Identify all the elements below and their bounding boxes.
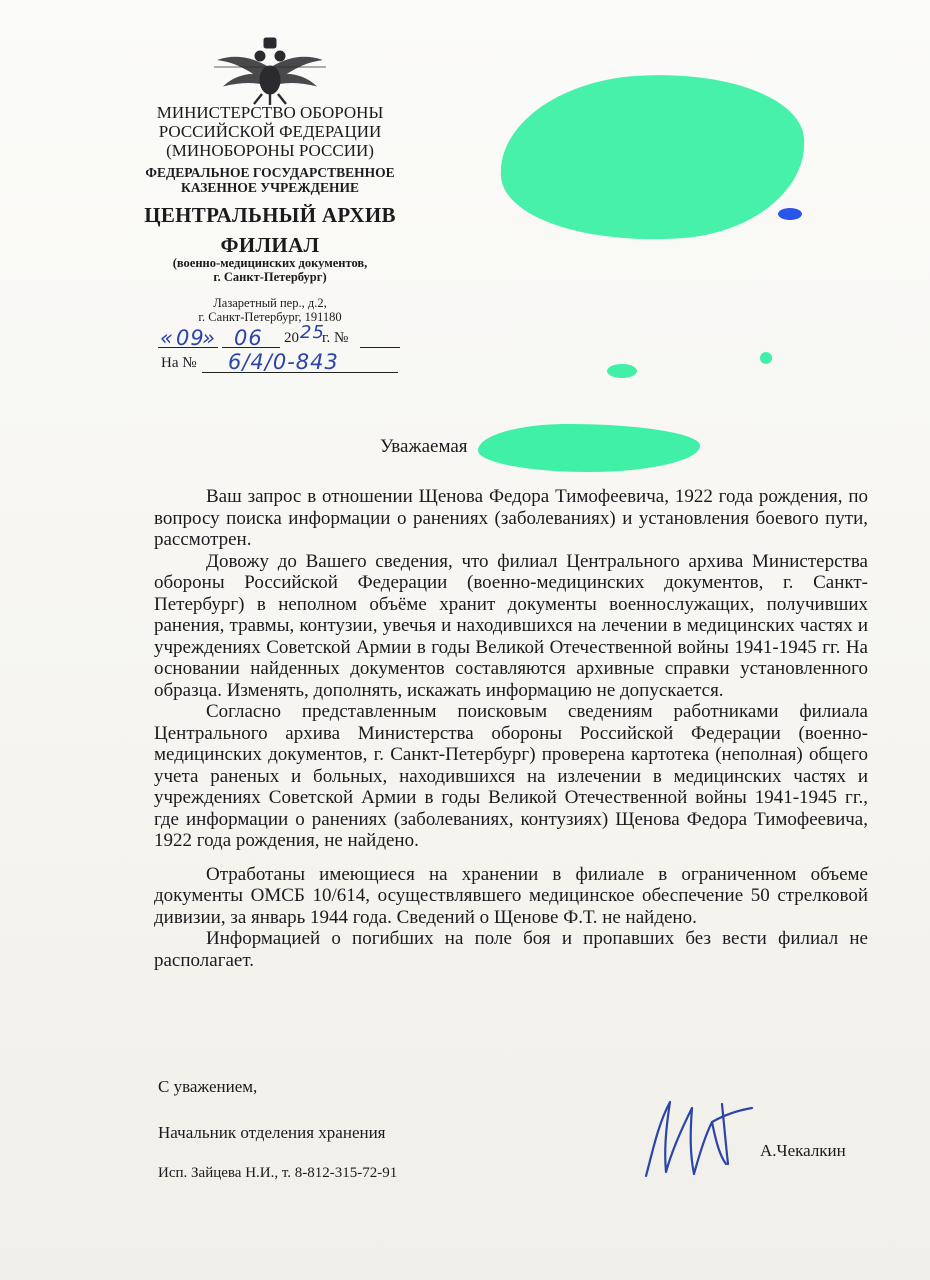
ministry-line: РОССИЙСКОЙ ФЕДЕРАЦИИ xyxy=(158,122,382,142)
date-close-quote: » xyxy=(202,326,216,350)
archive-address xyxy=(120,296,420,324)
ministry-name xyxy=(120,103,420,160)
date-number-underline xyxy=(360,347,400,348)
reference-row xyxy=(158,350,403,376)
double-headed-eagle-emblem xyxy=(214,34,326,106)
date-open-quote: « xyxy=(160,326,174,350)
body-paragraph: Согласно представленным поисковым сведениям работниками филиала Центрального архива Министерства обороны Российской Федерации (военно-медицинских документов, г. Санкт-Петербург) проверена картотека (неполная) общего учета раненых и больных, находившихся на излечении в медицинских частях и учреждениях Советской Армии в годы Великой Отечественной войны 1941-1945 гг., где информации о ранениях (заболеваниях, контузиях) Щенова Федора Тимофеевича, 1922 года рождения, не найдено. xyxy=(154,701,868,851)
redaction-mark xyxy=(495,65,811,251)
subtitle-line: г. Санкт-Петербург) xyxy=(213,270,327,284)
ministry-line: МИНИСТЕРСТВО ОБОРОНЫ xyxy=(156,103,384,122)
archive-line: ЦЕНТРАЛЬНЫЙ АРХИВ xyxy=(144,203,396,227)
date-month-underline xyxy=(222,347,280,348)
signer-name: А.Чекалкин xyxy=(760,1141,846,1160)
archive-name xyxy=(120,200,420,261)
date-day: 09 xyxy=(176,326,205,350)
date-year-prefix: 20 xyxy=(284,330,299,346)
redaction-mark xyxy=(478,424,700,472)
redaction-mark xyxy=(778,208,802,220)
body-paragraph: Ваш запрос в отношении Щенова Федора Тимофеевича, 1922 года рождения, по вопросу поиска информации о ранениях (заболеваниях) и установления боевого пути, рассмотрен. xyxy=(154,486,868,550)
archive-line: ФИЛИАЛ xyxy=(220,233,320,258)
signer-title: Начальник отделения хранения xyxy=(158,1123,386,1142)
institution-line: ФЕДЕРАЛЬНОЕ ГОСУДАРСТВЕННОЕ xyxy=(145,165,395,180)
date-month: 06 xyxy=(234,326,263,350)
date-number-label: г. № xyxy=(322,330,349,346)
archive-subtitle xyxy=(120,256,420,284)
reference-number: 6/4/0-843 xyxy=(228,350,339,374)
executor-contact: Исп. Зайцева Н.И., т. 8-812-315-72-91 xyxy=(158,1165,398,1181)
date-year-suffix: 25 xyxy=(300,322,325,343)
institution-type xyxy=(120,165,420,195)
body-paragraph: Отработаны имеющиеся на хранении в филиале в ограниченном объеме документы ОМСБ 10/614, осуществлявшего медицинское обеспечение 50 стрелковой дивизии, за январь 1944 года. Сведений о Щенове Ф.Т. не найдено. xyxy=(154,863,868,928)
body-paragraph: Довожу до Вашего сведения, что филиал Центрального архива Министерства обороны Российской Федерации (военно-медицинских документов, г. Санкт-Петербург) в неполном объёме хранит документы военнослужащих, получивших ранения, травмы, контузии, увечья и находившихся на лечении в медицинских частях и учреждениях Советской Армии в годы Великой Отечественной войны 1941-1945 гг. На основании найденных документов составляются архивные справки установленного образца. Изменять, дополнять, искажать информацию не допускается. xyxy=(154,550,868,701)
body-paragraph: Информацией о погибших на поле боя и пропавших без вести филиал не располагает. xyxy=(154,928,868,971)
reference-label: На № xyxy=(161,355,197,371)
reference-underline xyxy=(202,372,398,373)
date-day-underline xyxy=(158,347,218,348)
address-line: Лазаретный пер., д.2, xyxy=(213,296,327,310)
redaction-mark xyxy=(607,364,637,378)
subtitle-line: (военно-медицинских документов, xyxy=(172,256,368,270)
address-line: г. Санкт-Петербург, 191180 xyxy=(198,310,342,324)
institution-line: КАЗЕННОЕ УЧРЕЖДЕНИЕ xyxy=(181,180,359,196)
ministry-line: (МИНОБОРОНЫ РОССИИ) xyxy=(166,141,374,161)
greeting: Уважаемая xyxy=(380,436,468,457)
date-row xyxy=(158,322,403,350)
closing-phrase: С уважением, xyxy=(158,1077,258,1096)
letter-body xyxy=(154,486,868,971)
handwritten-signature xyxy=(636,1094,756,1180)
redaction-mark xyxy=(760,352,772,364)
